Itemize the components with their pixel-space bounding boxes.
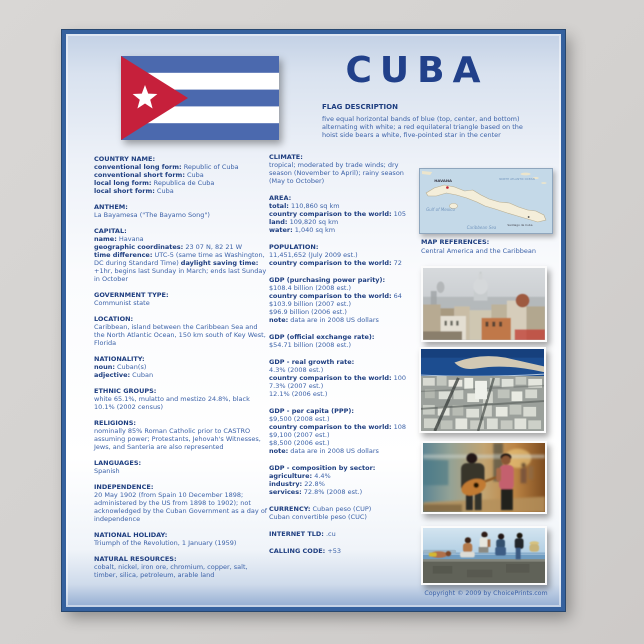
- section-paragraph: [269, 251, 421, 259]
- field-label: note:: [269, 447, 289, 455]
- info-section: [269, 505, 421, 521]
- cuba-country-poster: [62, 30, 565, 611]
- section-paragraph: [269, 547, 421, 555]
- section-heading: COUNTRY NAME:: [94, 155, 156, 163]
- field-label: note:: [269, 316, 289, 324]
- cuba-flag-image: [121, 56, 279, 140]
- flag-description-heading: FLAG DESCRIPTION: [322, 103, 398, 111]
- section-paragraph: [269, 530, 421, 538]
- section-paragraph: [269, 161, 421, 185]
- field-value: cobalt, nickel, iron ore, chromium, copper, salt, timber, silica, petroleum, arable land: [94, 563, 248, 579]
- section-paragraph: [94, 243, 268, 251]
- section-paragraph: [269, 382, 421, 390]
- field-value: Caribbean, island between the Caribbean Sea and the North Atlantic Ocean, 150 km south of Key West, Florida: [94, 323, 266, 347]
- section-heading: NATIONAL HOLIDAY:: [94, 531, 168, 539]
- info-section: [94, 155, 268, 195]
- field-value: $8,500 (2006 est.): [269, 439, 330, 447]
- info-section: [269, 194, 421, 234]
- section-heading: ETHNIC GROUPS:: [94, 387, 157, 395]
- section-paragraph: [94, 211, 268, 219]
- field-value: 64: [391, 292, 402, 300]
- map-gulf-label: Gulf of Mexico: [426, 207, 456, 212]
- section-paragraph: [269, 472, 421, 480]
- field-label: country comparison to the world:: [269, 423, 392, 431]
- field-value: 20 May 1902 (from Spain 10 December 1898; administered by the US from 1898 to 1902); not acknowledged by the Cuban Government as a day of independence: [94, 491, 268, 523]
- field-value: 4.4%: [312, 472, 331, 480]
- section-paragraph: [269, 415, 421, 423]
- cuba-map-image: [419, 168, 553, 234]
- field-value: 100: [391, 374, 407, 382]
- info-section: [269, 547, 421, 555]
- info-section: [94, 531, 268, 547]
- section-paragraph: [269, 390, 421, 398]
- field-label: country comparison to the world:: [269, 374, 392, 382]
- section-paragraph: [269, 505, 421, 513]
- section-heading: GDP (purchasing power parity):: [269, 276, 386, 284]
- middle-column: [269, 153, 421, 564]
- field-label: water:: [269, 226, 293, 234]
- field-value: data are in 2008 US dollars: [288, 447, 379, 455]
- info-section: [269, 464, 421, 496]
- field-value: Cuba: [184, 171, 204, 179]
- section-paragraph: [94, 491, 268, 523]
- info-section: [94, 459, 268, 475]
- section-paragraph: [269, 300, 421, 308]
- field-value: $108.4 billion (2008 est.): [269, 284, 352, 292]
- field-value: Cuban convertible peso (CUC): [269, 513, 367, 521]
- info-section: [94, 483, 268, 523]
- field-value: $9,500 (2008 est.): [269, 415, 330, 423]
- street-guitarist-scene-photo: [421, 441, 547, 514]
- section-paragraph: [94, 371, 268, 379]
- section-heading: INDEPENDENCE:: [94, 483, 154, 491]
- field-value: tropical; moderated by trade winds; dry season (November to April); rainy season (May to October): [269, 161, 404, 185]
- field-label: local short form:: [94, 187, 155, 195]
- info-section: [269, 530, 421, 538]
- field-value: 1,040 sq km: [292, 226, 336, 234]
- field-value: 12.1% (2006 est.): [269, 390, 328, 398]
- info-section: [94, 419, 268, 451]
- field-label: country comparison to the world:: [269, 259, 392, 267]
- section-paragraph: [269, 447, 421, 455]
- field-label: land:: [269, 218, 288, 226]
- field-label: CALLING CODE:: [269, 547, 326, 555]
- section-paragraph: [269, 308, 421, 316]
- field-label: name:: [94, 235, 117, 243]
- field-value: Havana: [116, 235, 144, 243]
- section-paragraph: [269, 439, 421, 447]
- field-value: Communist state: [94, 299, 150, 307]
- field-label: local long form:: [94, 179, 152, 187]
- field-value: 22.8%: [302, 480, 325, 488]
- section-heading: NATURAL RESOURCES:: [94, 555, 177, 563]
- section-heading: ANTHEM:: [94, 203, 128, 211]
- santiago-marker-icon: [528, 216, 530, 218]
- section-paragraph: [94, 187, 268, 195]
- field-value: 23 07 N, 82 21 W: [183, 243, 243, 251]
- section-paragraph: [94, 563, 268, 579]
- flag-description-text: five equal horizontal bands of blue (top, center, and bottom) alternating with white; a red equilateral triangle based on the hoist side bears a white, five-pointed star in the center: [322, 115, 523, 139]
- info-section: [269, 333, 421, 349]
- copyright-text: Copyright © 2009 by ChoicePrints.com: [424, 590, 548, 597]
- map-city-label: Santiago de Cuba: [507, 223, 533, 227]
- section-heading: NATIONALITY:: [94, 355, 145, 363]
- field-value: Cuba: [154, 187, 174, 195]
- section-paragraph: [269, 480, 421, 488]
- section-paragraph: [269, 366, 421, 374]
- info-section: [269, 407, 421, 455]
- poster-title: CUBA: [345, 50, 489, 91]
- section-paragraph: [94, 251, 268, 283]
- cuba-map-graphic: [420, 169, 552, 233]
- field-value: Cuban(s): [114, 363, 147, 371]
- section-paragraph: [94, 235, 268, 243]
- section-paragraph: [269, 284, 421, 292]
- malecon-seawall-people-photo: [421, 526, 547, 585]
- field-value: Cuban: [130, 371, 154, 379]
- field-value: nominally 85% Roman Catholic prior to CASTRO assuming power; Protestants, Jehovah's Witnesses, Jews, and Santeria are also represented: [94, 427, 261, 451]
- info-section: [94, 291, 268, 307]
- info-section: [94, 227, 268, 283]
- havana-marker-icon: [446, 186, 449, 189]
- section-paragraph: [269, 488, 421, 496]
- field-value: 7.3% (2007 est.): [269, 382, 324, 390]
- section-paragraph: [269, 341, 421, 349]
- field-label: geographic coordinates:: [94, 243, 184, 251]
- field-value: Spanish: [94, 467, 120, 475]
- section-paragraph: [94, 395, 268, 411]
- field-value: .cu: [323, 530, 336, 538]
- field-label: adjective:: [94, 371, 131, 379]
- section-paragraph: [269, 513, 421, 521]
- field-label: industry:: [269, 480, 303, 488]
- field-label: services:: [269, 488, 302, 496]
- section-paragraph: [269, 226, 421, 234]
- field-value: 72: [391, 259, 402, 267]
- field-value: Republic of Cuba: [181, 163, 239, 171]
- section-heading: CAPITAL:: [94, 227, 127, 235]
- info-section: [94, 203, 268, 219]
- section-paragraph: [269, 210, 421, 218]
- section-paragraph: [269, 259, 421, 267]
- section-paragraph: [269, 218, 421, 226]
- section-heading: RELIGIONS:: [94, 419, 137, 427]
- section-paragraph: [94, 323, 268, 347]
- field-value: $96.9 billion (2006 est.): [269, 308, 347, 316]
- havana-aerial-coastline-photo: [419, 347, 546, 433]
- cuba-flag-graphic: [121, 56, 279, 140]
- left-column: [94, 155, 268, 587]
- info-section: [269, 243, 421, 267]
- field-value: Cuban peso (CUP): [310, 505, 372, 513]
- info-section: [269, 358, 421, 398]
- section-paragraph: [94, 171, 268, 179]
- info-section: [269, 153, 421, 185]
- section-paragraph: [94, 467, 268, 475]
- field-label: INTERNET TLD:: [269, 530, 324, 538]
- field-value: 105: [391, 210, 407, 218]
- section-paragraph: [94, 179, 268, 187]
- field-label: CURRENCY:: [269, 505, 311, 513]
- field-value: 72.8% (2008 est.): [301, 488, 363, 496]
- field-value: $103.9 billion (2007 est.): [269, 300, 352, 308]
- field-value: data are in 2008 US dollars: [288, 316, 379, 324]
- section-heading: AREA:: [269, 194, 292, 202]
- section-heading: GDP - real growth rate:: [269, 358, 355, 366]
- map-atlantic-label: NORTH ATLANTIC OCEAN: [499, 177, 535, 181]
- section-paragraph: [269, 431, 421, 439]
- section-paragraph: [269, 374, 421, 382]
- section-heading: GDP - composition by sector:: [269, 464, 376, 472]
- info-section: [94, 387, 268, 411]
- section-paragraph: [94, 163, 268, 171]
- section-heading: LANGUAGES:: [94, 459, 142, 467]
- field-label: noun:: [94, 363, 115, 371]
- map-capital-label: HAVANA: [434, 178, 453, 183]
- field-label: time difference:: [94, 251, 153, 259]
- field-value: 108: [391, 423, 407, 431]
- field-value: white 65.1%, mulatto and mestizo 24.8%, black 10.1% (2002 census): [94, 395, 250, 411]
- field-label: total:: [269, 202, 289, 210]
- field-value: 110,860 sq km: [288, 202, 340, 210]
- section-paragraph: [94, 299, 268, 307]
- field-label: agriculture:: [269, 472, 313, 480]
- field-label: country comparison to the world:: [269, 210, 392, 218]
- section-heading: GOVERNMENT TYPE:: [94, 291, 169, 299]
- section-paragraph: [94, 363, 268, 371]
- info-section: [94, 555, 268, 579]
- field-value: Triumph of the Revolution, 1 January (1959): [94, 539, 237, 547]
- map-caribbean-label: Caribbean Sea: [466, 225, 497, 230]
- field-value: UTC-5 (same time as Washington, DC during Standard Time): [94, 251, 265, 267]
- section-paragraph: [269, 202, 421, 210]
- section-heading: GDP - per capita (PPP):: [269, 407, 354, 415]
- field-value: La Bayamesa ("The Bayamo Song"): [94, 211, 210, 219]
- field-value: 109,820 sq km: [287, 218, 339, 226]
- field-value: 4.3% (2008 est.): [269, 366, 324, 374]
- section-heading: GDP (official exchange rate):: [269, 333, 375, 341]
- section-heading: CLIMATE:: [269, 153, 303, 161]
- section-paragraph: [269, 292, 421, 300]
- info-section: [94, 315, 268, 347]
- field-value: $54.71 billion (2008 est.): [269, 341, 352, 349]
- field-value: +53: [325, 547, 342, 555]
- info-section: [94, 355, 268, 379]
- field-value: Republica de Cuba: [151, 179, 215, 187]
- field-label: conventional short form:: [94, 171, 185, 179]
- section-heading: POPULATION:: [269, 243, 319, 251]
- map-references-text: Central America and the Caribbean: [421, 247, 536, 255]
- field-label: country comparison to the world:: [269, 292, 392, 300]
- field-value: 11,451,652 (July 2009 est.): [269, 251, 358, 259]
- havana-capitolio-skyline-photo: [421, 266, 547, 342]
- map-references-heading: MAP REFERENCES:: [421, 238, 490, 246]
- section-paragraph: [269, 423, 421, 431]
- section-paragraph: [94, 427, 268, 451]
- field-label: daylight saving time:: [180, 259, 259, 267]
- section-heading: LOCATION:: [94, 315, 134, 323]
- info-section: [269, 276, 421, 324]
- section-paragraph: [269, 316, 421, 324]
- field-value: $9,100 (2007 est.): [269, 431, 330, 439]
- field-label: conventional long form:: [94, 163, 182, 171]
- field-value: +1hr, begins last Sunday in March; ends last Sunday in October: [94, 267, 267, 283]
- section-paragraph: [94, 539, 268, 547]
